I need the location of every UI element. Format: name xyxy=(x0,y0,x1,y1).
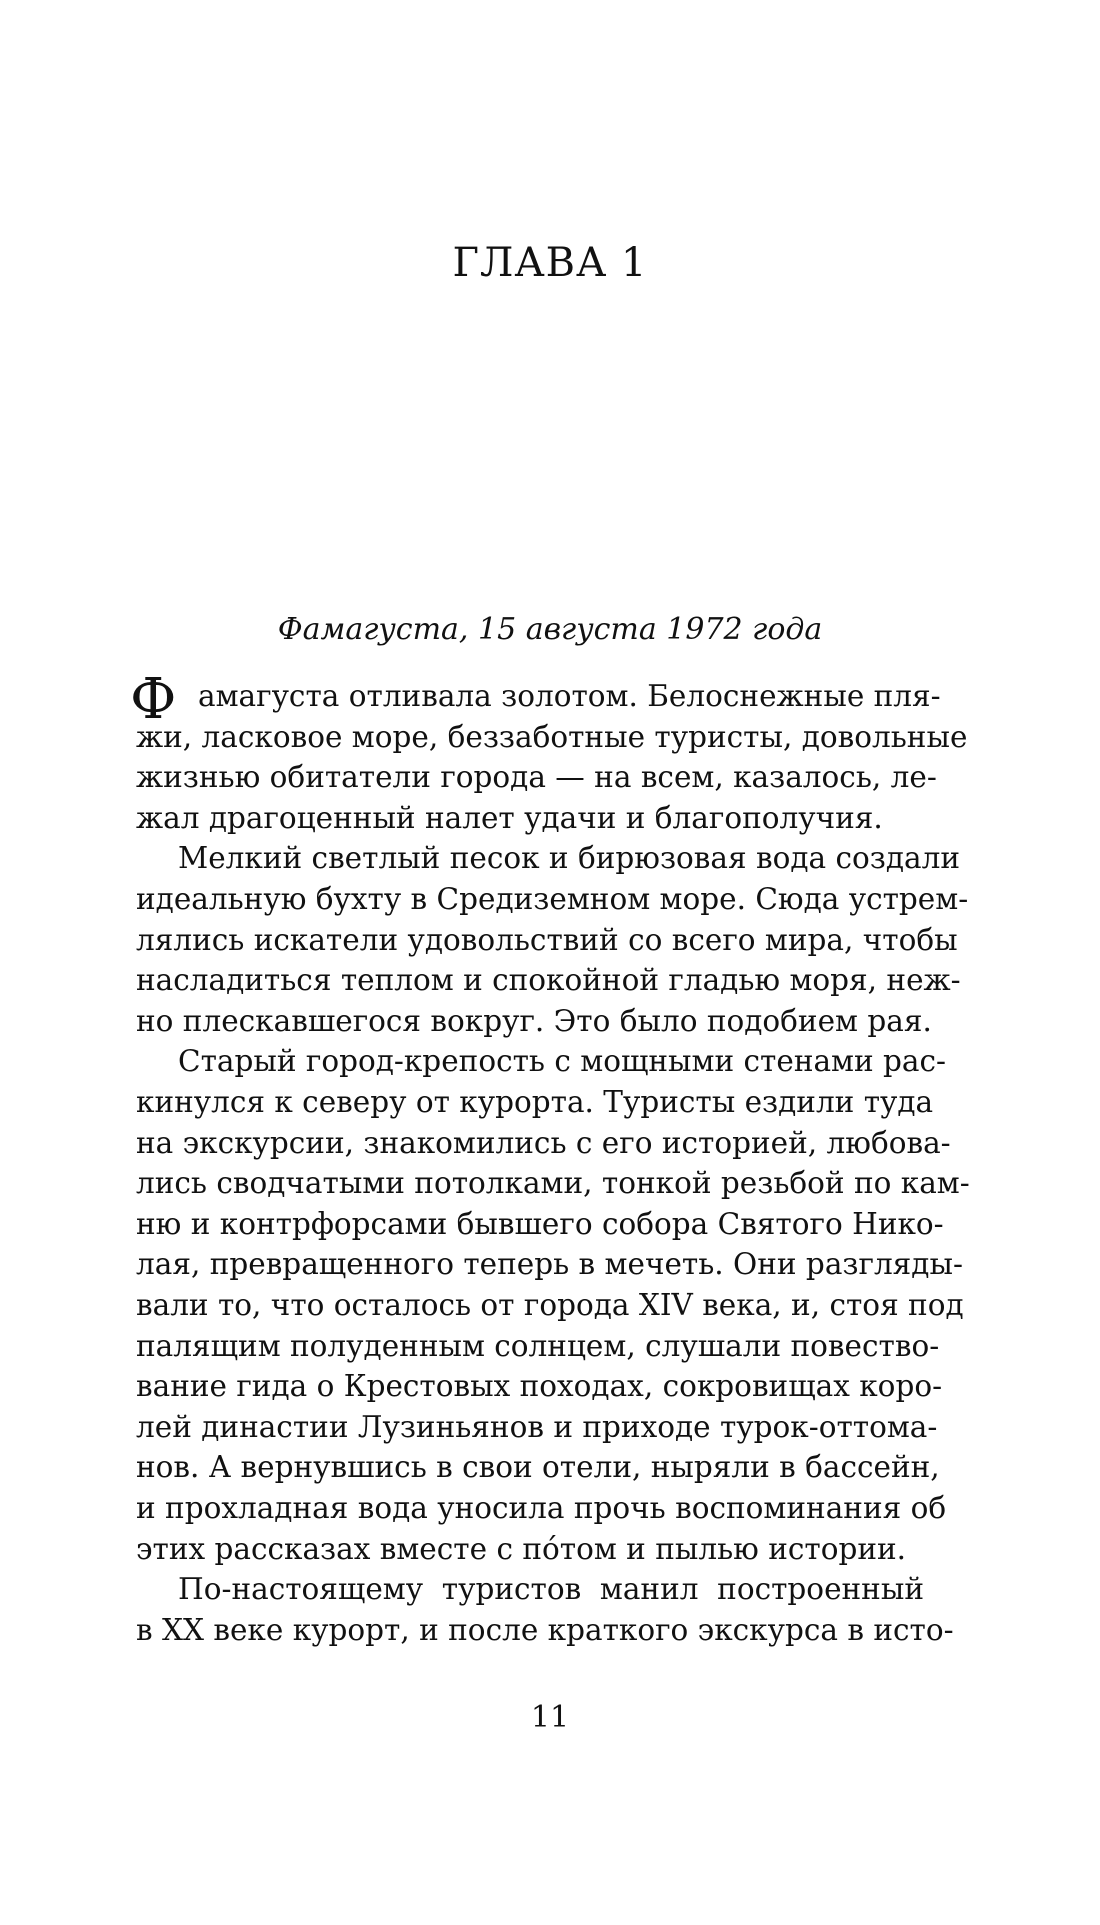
text-line: палящим полуденным солнцем, слушали повество- xyxy=(136,1328,940,1363)
page-number: 11 xyxy=(530,1700,570,1736)
text-line: По-настоящему туристов манил построенный xyxy=(178,1572,924,1607)
text-line: амагуста отливала золотом. Белоснежные пля- xyxy=(198,679,941,713)
text-line: Мелкий светлый песок и бирюзовая вода создали xyxy=(178,841,961,876)
text-line: вание гида о Крестовых походах, сокровищах коро- xyxy=(136,1369,943,1404)
drop-cap: Ф xyxy=(130,667,177,732)
text-line: и прохладная вода уносила прочь воспоминания об xyxy=(136,1491,947,1525)
text-line: кинулся к северу от курорта. Туристы ездили туда xyxy=(136,1085,934,1119)
text-line: жи, ласковое море, беззаботные туристы, довольные xyxy=(136,719,968,754)
text-line: лей династии Лузиньянов и приходе турок-оттома- xyxy=(136,1409,938,1444)
text-line: на экскурсии, знакомились с его историей, любова- xyxy=(136,1125,951,1160)
text-line: лись сводчатыми потолками, тонкой резьбой по кам- xyxy=(136,1166,970,1201)
chapter-title: ГЛАВА 1 xyxy=(452,240,648,286)
text-line: Старый город-крепость с мощными стенами рас- xyxy=(178,1044,947,1079)
text-line: насладиться теплом и спокойной гладью моря, неж- xyxy=(136,963,961,998)
text-line: этих рассказах вместе с пóтом и пылью истории. xyxy=(136,1531,907,1566)
chapter-epigraph: Фамагуста, 15 августа 1972 года xyxy=(277,612,823,647)
text-line: жизнью обитатели города — на всем, казалось, ле- xyxy=(136,760,937,795)
text-line: но плескавшегося вокруг. Это было подобием рая. xyxy=(136,1003,932,1038)
text-line: в XX веке курорт, и после краткого экскурса в исто- xyxy=(136,1612,954,1647)
text-line: лялись искатели удовольствий со всего мира, чтобы xyxy=(136,922,958,957)
text-line: идеальную бухту в Средиземном море. Сюда устрем- xyxy=(136,882,969,916)
text-line: вали то, что осталось от города XIV века, и, стоя под xyxy=(136,1288,964,1322)
text-line: ню и контрфорсами бывшего собора Святого Нико- xyxy=(136,1206,944,1241)
text-line: жал драгоценный налет удачи и благополучия. xyxy=(136,800,883,835)
text-line: лая, превращенного теперь в мечеть. Они разгляды- xyxy=(136,1247,963,1282)
text-line: нов. А вернувшись в свои отели, ныряли в бассейн, xyxy=(136,1450,940,1485)
